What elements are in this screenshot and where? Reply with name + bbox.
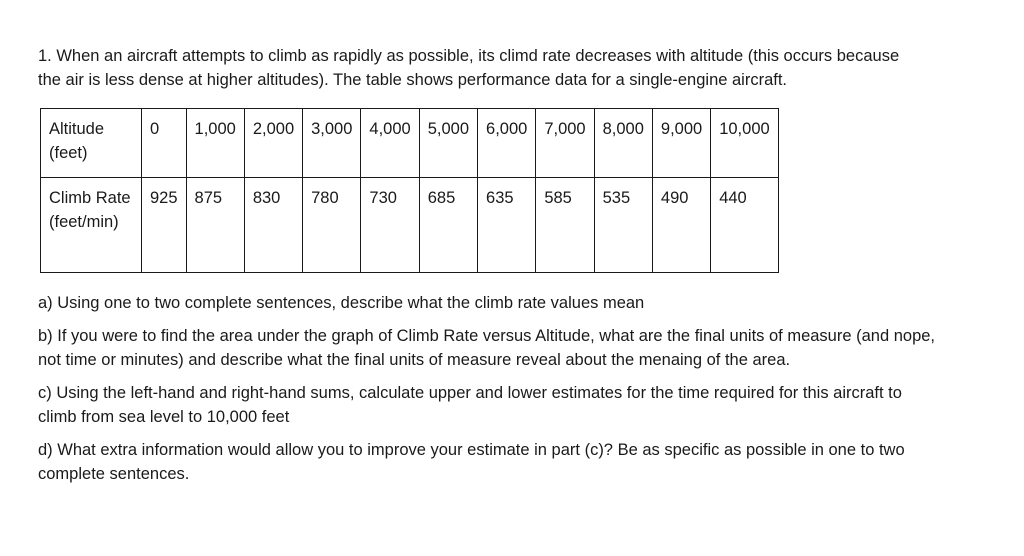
climb-rate-cell: 780	[303, 178, 361, 273]
altitude-cell: 5,000	[419, 109, 477, 178]
problem-intro: 1. When an aircraft attempts to climb as rapidly as possible, its climd rate decreases with altitude (this occurs because the air is less dense at higher altitudes). The table shows performance data for a single-engine aircraft.	[38, 47, 900, 89]
altitude-cell: 7,000	[536, 109, 594, 178]
altitude-cell: 10,000	[711, 109, 778, 178]
altitude-cell: 4,000	[361, 109, 419, 178]
question-d: d) What extra information would allow you to improve your estimate in part (c)? Be as specific as possible in one to two complete sentences.	[38, 441, 905, 483]
question-c: c) Using the left-hand and right-hand sums, calculate upper and lower estimates for the time required for this aircraft to climb from sea level to 10,000 feet	[38, 384, 902, 426]
climb-rate-cell: 635	[478, 178, 536, 273]
climb-rate-cell: 585	[536, 178, 594, 273]
altitude-cell: 9,000	[652, 109, 710, 178]
climb-rate-cell: 440	[711, 178, 778, 273]
climb-rate-cell: 875	[186, 178, 244, 273]
altitude-header-label: Altitude (feet)	[49, 120, 105, 162]
altitude-cell: 0	[142, 109, 187, 178]
worksheet-page	[38, 44, 998, 486]
performance-table	[40, 108, 779, 273]
altitude-header	[41, 109, 142, 178]
climb-rate-cell: 535	[594, 178, 652, 273]
climb-rate-header-label: Climb Rate (feet/min)	[49, 189, 131, 231]
climb-rate-cell: 730	[361, 178, 419, 273]
climb-rate-cell: 830	[244, 178, 302, 273]
altitude-cell: 2,000	[244, 109, 302, 178]
climb-rate-header	[41, 178, 142, 273]
climb-rate-row	[41, 178, 779, 273]
altitude-cell: 8,000	[594, 109, 652, 178]
altitude-cell: 3,000	[303, 109, 361, 178]
altitude-cell: 1,000	[186, 109, 244, 178]
climb-rate-cell: 685	[419, 178, 477, 273]
altitude-row	[41, 109, 779, 178]
climb-rate-cell: 925	[142, 178, 187, 273]
question-a: a) Using one to two complete sentences, describe what the climb rate values mean	[38, 294, 645, 312]
climb-rate-cell: 490	[652, 178, 710, 273]
altitude-cell: 6,000	[478, 109, 536, 178]
question-b: b) If you were to find the area under the graph of Climb Rate versus Altitude, what are the final units of measure (and nope, not time or minutes) and describe what the final units of measure reveal about the menaing of the area.	[38, 327, 936, 369]
